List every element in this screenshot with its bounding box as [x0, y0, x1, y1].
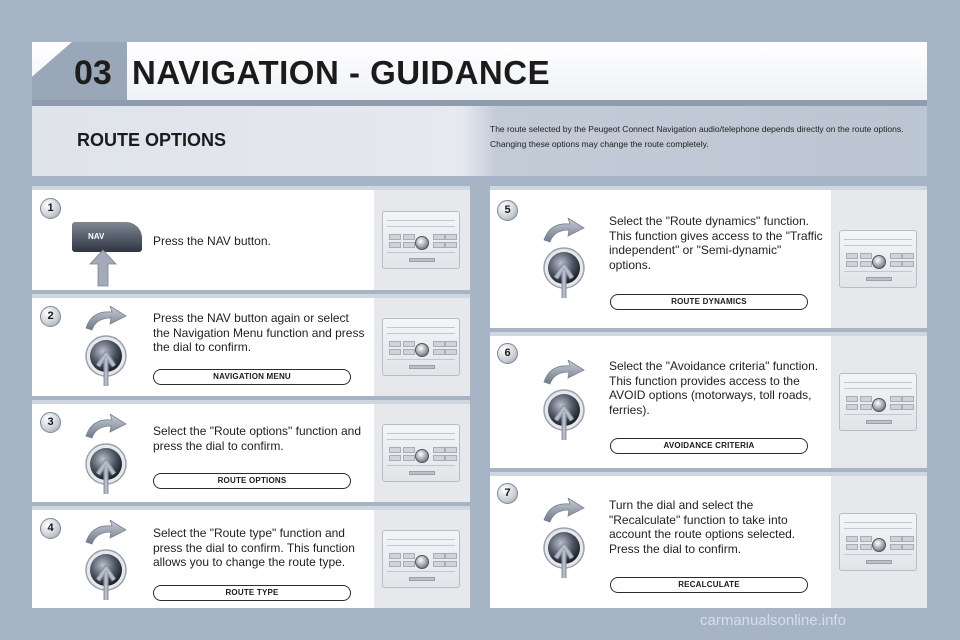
radio-dial-illustration	[415, 236, 429, 250]
rotary-dial-icon	[78, 414, 134, 499]
radio-button-illustration	[902, 544, 914, 550]
radio-button-illustration	[389, 455, 401, 461]
radio-grille-line	[844, 522, 912, 523]
radio-grille-line	[844, 382, 912, 383]
radio-grille-line	[387, 433, 455, 434]
radio-button-illustration	[445, 561, 457, 567]
radio-dial-illustration	[415, 343, 429, 357]
device-illustration-area	[831, 190, 927, 328]
device-illustration-area	[831, 336, 927, 468]
radio-grille-line	[844, 388, 912, 389]
radio-button-illustration	[890, 253, 902, 259]
radio-button-illustration	[445, 341, 457, 347]
step-instruction: Select the "Route dynamics" function. This function gives access to the "Traffic independent" or "Semi-dynamic" options.	[609, 214, 823, 272]
radio-button-illustration	[403, 234, 415, 240]
radio-button-illustration	[403, 242, 415, 248]
radio-button-illustration	[846, 536, 858, 542]
radio-button-illustration	[403, 455, 415, 461]
radio-slot-illustration	[866, 560, 892, 564]
rotary-dial-icon	[536, 498, 592, 583]
radio-dial-illustration	[415, 555, 429, 569]
radio-grille-line	[387, 226, 455, 227]
step-instruction: Press the NAV button.	[153, 234, 271, 248]
radio-grille-line	[844, 239, 912, 240]
radio-button-illustration	[445, 553, 457, 559]
radio-button-illustration	[389, 234, 401, 240]
radio-grille-line	[387, 252, 455, 253]
step-number-badge: 5	[497, 200, 518, 221]
radio-grille-line	[844, 245, 912, 246]
radio-grille-line	[387, 539, 455, 540]
radio-button-illustration	[860, 536, 872, 542]
radio-button-illustration	[433, 455, 445, 461]
radio-button-illustration	[433, 561, 445, 567]
radio-unit-illustration	[839, 373, 917, 431]
radio-button-illustration	[433, 234, 445, 240]
radio-button-illustration	[902, 536, 914, 542]
radio-button-illustration	[902, 261, 914, 267]
radio-button-illustration	[433, 349, 445, 355]
rotary-dial-icon	[78, 306, 134, 391]
watermark: carmanualsonline.info	[700, 612, 846, 629]
step-number-badge: 4	[40, 518, 61, 539]
radio-grille-line	[844, 271, 912, 272]
device-illustration-area	[374, 404, 470, 502]
radio-grille-line	[387, 220, 455, 221]
radio-button-illustration	[389, 349, 401, 355]
radio-slot-illustration	[409, 258, 435, 262]
radio-button-illustration	[445, 234, 457, 240]
menu-function-label: RECALCULATE	[610, 577, 808, 593]
radio-unit-illustration	[382, 211, 460, 269]
radio-button-illustration	[433, 553, 445, 559]
radio-button-illustration	[846, 253, 858, 259]
radio-button-illustration	[902, 253, 914, 259]
radio-unit-illustration	[839, 513, 917, 571]
radio-grille-line	[844, 414, 912, 415]
intro-paragraph: The route selected by the Peugeot Connect Navigation audio/telephone depends directly on the route options.	[490, 124, 904, 134]
radio-unit-illustration	[382, 424, 460, 482]
rotary-dial-icon	[78, 520, 134, 605]
radio-unit-illustration	[382, 318, 460, 376]
radio-grille-line	[844, 554, 912, 555]
rotary-dial-icon	[536, 218, 592, 303]
step-instruction: Select the "Route type" function and press the dial to confirm. This function allows you to change the route type.	[153, 526, 355, 569]
radio-button-illustration	[860, 404, 872, 410]
radio-button-illustration	[389, 447, 401, 453]
step-instruction: Turn the dial and select the "Recalculate" function to take into account the route options selected. Press the dial to confirm.	[609, 498, 796, 556]
menu-function-label: ROUTE OPTIONS	[153, 473, 351, 489]
radio-button-illustration	[445, 447, 457, 453]
radio-button-illustration	[860, 253, 872, 259]
radio-button-illustration	[902, 404, 914, 410]
radio-slot-illustration	[866, 420, 892, 424]
radio-slot-illustration	[409, 471, 435, 475]
step-number-badge: 1	[40, 198, 61, 219]
radio-button-illustration	[890, 396, 902, 402]
radio-button-illustration	[433, 341, 445, 347]
step-instruction: Select the "Route options" function and press the dial to confirm.	[153, 424, 361, 453]
radio-button-illustration	[890, 544, 902, 550]
page-title: NAVIGATION - GUIDANCE	[132, 54, 551, 91]
radio-button-illustration	[846, 396, 858, 402]
radio-button-illustration	[890, 536, 902, 542]
radio-grille-line	[387, 359, 455, 360]
radio-grille-line	[387, 439, 455, 440]
device-illustration-area	[831, 476, 927, 608]
radio-button-illustration	[860, 261, 872, 267]
radio-button-illustration	[389, 553, 401, 559]
radio-button-illustration	[433, 447, 445, 453]
device-illustration-area	[374, 510, 470, 608]
radio-dial-illustration	[872, 398, 886, 412]
radio-dial-illustration	[872, 538, 886, 552]
radio-button-illustration	[403, 561, 415, 567]
chapter-number: 03	[74, 54, 112, 92]
radio-button-illustration	[902, 396, 914, 402]
section-title: ROUTE OPTIONS	[77, 130, 227, 150]
radio-dial-illustration	[872, 255, 886, 269]
radio-button-illustration	[445, 242, 457, 248]
radio-unit-illustration	[382, 530, 460, 588]
radio-button-illustration	[846, 544, 858, 550]
radio-grille-line	[387, 545, 455, 546]
intro-paragraph: Changing these options may change the route completely.	[490, 139, 709, 149]
menu-function-label: AVOIDANCE CRITERIA	[610, 438, 808, 454]
device-illustration-area	[374, 298, 470, 396]
radio-button-illustration	[403, 349, 415, 355]
nav-button-icon: NAV	[72, 222, 142, 252]
menu-function-label: NAVIGATION MENU	[153, 369, 351, 385]
press-arrow-icon	[88, 248, 118, 293]
menu-function-label: ROUTE DYNAMICS	[610, 294, 808, 310]
step-instruction: Press the NAV button again or select the Navigation Menu function and press the dial to confirm.	[153, 311, 365, 354]
radio-slot-illustration	[866, 277, 892, 281]
radio-button-illustration	[403, 447, 415, 453]
radio-button-illustration	[860, 396, 872, 402]
radio-button-illustration	[403, 553, 415, 559]
radio-button-illustration	[403, 341, 415, 347]
radio-unit-illustration	[839, 230, 917, 288]
radio-button-illustration	[860, 544, 872, 550]
step-instruction: Select the "Avoidance criteria" function. This function provides access to the AVOID options (motorways, toll roads, ferries).	[609, 359, 819, 417]
intro-text	[490, 122, 920, 152]
radio-button-illustration	[445, 455, 457, 461]
radio-button-illustration	[433, 242, 445, 248]
step-number-badge: 6	[497, 343, 518, 364]
radio-slot-illustration	[409, 365, 435, 369]
radio-grille-line	[387, 333, 455, 334]
radio-grille-line	[387, 571, 455, 572]
radio-button-illustration	[445, 349, 457, 355]
radio-grille-line	[387, 465, 455, 466]
radio-button-illustration	[890, 261, 902, 267]
menu-function-label: ROUTE TYPE	[153, 585, 351, 601]
radio-dial-illustration	[415, 449, 429, 463]
radio-button-illustration	[389, 561, 401, 567]
step-number-badge: 3	[40, 412, 61, 433]
radio-grille-line	[844, 528, 912, 529]
radio-slot-illustration	[409, 577, 435, 581]
step-number-badge: 2	[40, 306, 61, 327]
radio-button-illustration	[846, 404, 858, 410]
radio-grille-line	[387, 327, 455, 328]
radio-button-illustration	[389, 242, 401, 248]
radio-button-illustration	[846, 261, 858, 267]
radio-button-illustration	[389, 341, 401, 347]
device-illustration-area	[374, 190, 470, 290]
radio-button-illustration	[890, 404, 902, 410]
rotary-dial-icon	[536, 360, 592, 445]
step-number-badge: 7	[497, 483, 518, 504]
